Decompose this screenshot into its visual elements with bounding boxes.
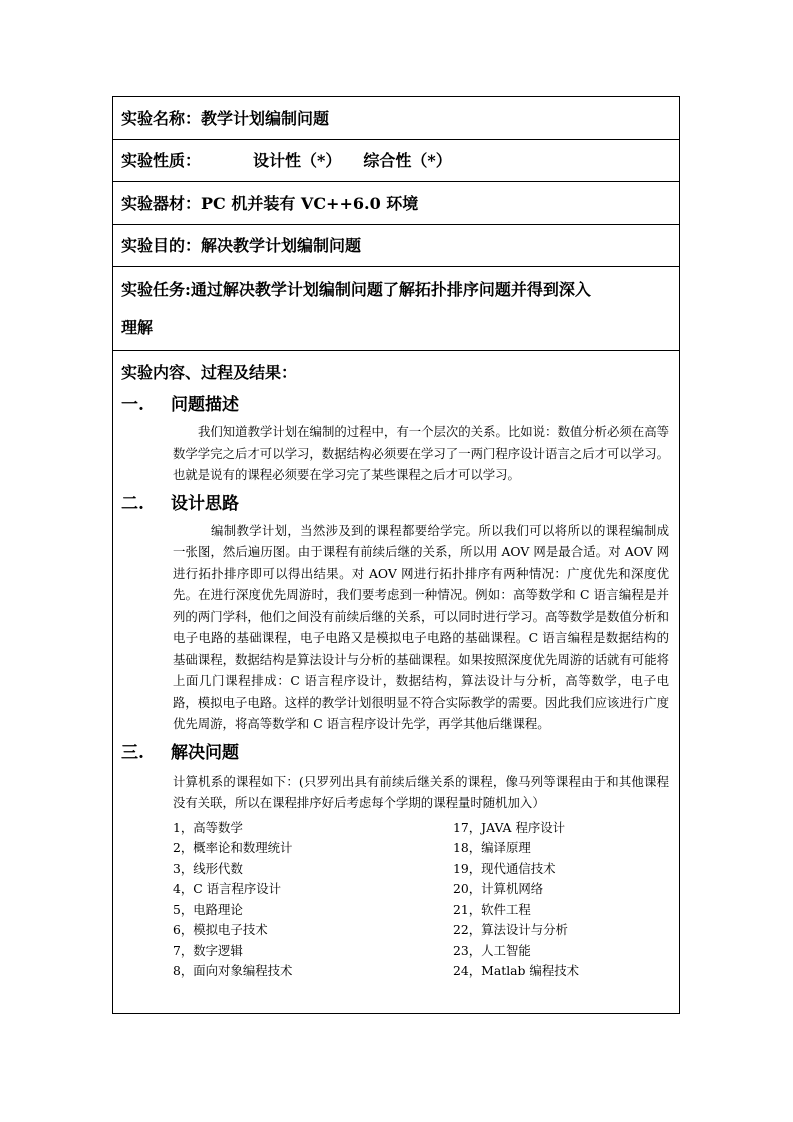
list-item: 6，模拟电子技术 (173, 922, 268, 937)
problem-description-text: 我们知道教学计划在编制的过程中，有一个层次的关系。比如说：数值分析必须在高等数学学完之后才可以学习，数据结构必须要在学习了一两门程序设计语言之后才可以学习。也就是说有的课程必须要在学习完了某些课程之后才可以学习。 (173, 424, 669, 482)
section-title: 解决问题 (171, 742, 239, 763)
list-item: 7，数字逻辑 (173, 942, 243, 958)
list-item: 21，软件工程 (453, 901, 531, 917)
list-item: 3，线形代数 (173, 860, 243, 876)
section-number: 一. (121, 395, 144, 415)
experiment-report-table (112, 96, 680, 1014)
design-idea-text: 编制教学计划，当然涉及到的课程都要给学完。所以我们可以将所以的课程编制成一张图，然后遍历图。由于课程有前续后继的关系，所以用 AOV 网是最合适。对 AOV 网进行拓扑排序即可以得出结果。对 AOV 网进行拓扑排序有两种情况：广度优先和深度优先。在进行深度优先周游时，我们要考虑到一种情况。例如：高等数学和 C 语言编程是并列的两门学科，他们之间没有前续后继的关系，可以同时进行学习。高等数学是数值分析和电子电路的基础课程，电子电路又是模拟电子电路的基础课程。C 语言编程是数据结构的基础课程，数据结构是算法设计与分析的基础课程。如果按照深度优先周游的话就有可能将上面几门课程排成：C 语言程序设计，数据结构，算法设计与分析，高等数学，电子电路，模拟电子电路。这样的教学计划很明显不符合实际教学的需要。因此我们应该进行广度优先周游，将高等数学和 C 语言程序设计先学，再学其他后继课程。 (173, 522, 669, 731)
list-item: 23，人工智能 (453, 942, 531, 958)
experiment-nature-row (113, 140, 679, 182)
experiment-equipment: 实验器材：PC 机并装有 VC++6.0 环境 (121, 194, 419, 213)
section-heading-1 (121, 391, 669, 419)
list-item: 1，高等数学 (173, 819, 243, 835)
list-item: 19，现代通信技术 (453, 860, 556, 876)
experiment-task-row (113, 267, 679, 351)
experiment-purpose: 实验目的：解决教学计划编制问题 (121, 236, 362, 255)
experiment-purpose-row (113, 225, 679, 267)
list-item: 24，Matlab 编程技术 (453, 963, 579, 978)
experiment-name: 实验名称：教学计划编制问题 (121, 109, 330, 128)
list-item: 22，算法设计与分析 (453, 922, 568, 937)
list-item: 8，面向对象编程技术 (173, 963, 293, 978)
solve-problem-text: 计算机系的课程如下：(只罗列出具有前续后继关系的课程，像马列等课程由于和其他课程没有关联，所以在课程排序好后考虑每个学期的课程量时随机加入） (173, 773, 669, 810)
list-item: 5，电路理论 (173, 901, 243, 917)
section-number: 二. (121, 493, 144, 514)
nature-label: 实验性质： (121, 151, 202, 170)
course-list (173, 818, 669, 982)
experiment-task-line2: 理解 (121, 318, 154, 337)
section-heading-2 (121, 490, 669, 518)
list-item: 20，计算机网络 (453, 881, 544, 896)
experiment-name-row (113, 97, 679, 140)
section-heading-3 (121, 739, 669, 767)
nature-design: 设计性（*） (253, 151, 342, 170)
experiment-task-line1: 实验任务:通过解决教学计划编制问题了解拓扑排序问题并得到深入 (121, 280, 591, 299)
experiment-equipment-row (113, 182, 679, 225)
section-title: 问题描述 (171, 395, 239, 415)
content-title: 实验内容、过程及结果： (121, 363, 298, 382)
section-number: 三. (121, 742, 144, 763)
section-title: 设计思路 (171, 493, 239, 514)
nature-comprehensive: 综合性（*） (363, 151, 452, 170)
list-item: 17，JAVA 程序设计 (453, 819, 566, 835)
list-item: 18，编译原理 (453, 840, 531, 855)
experiment-content (113, 351, 679, 982)
list-item: 4，C 语言程序设计 (173, 881, 282, 896)
list-item: 2，概率论和数理统计 (173, 840, 293, 855)
